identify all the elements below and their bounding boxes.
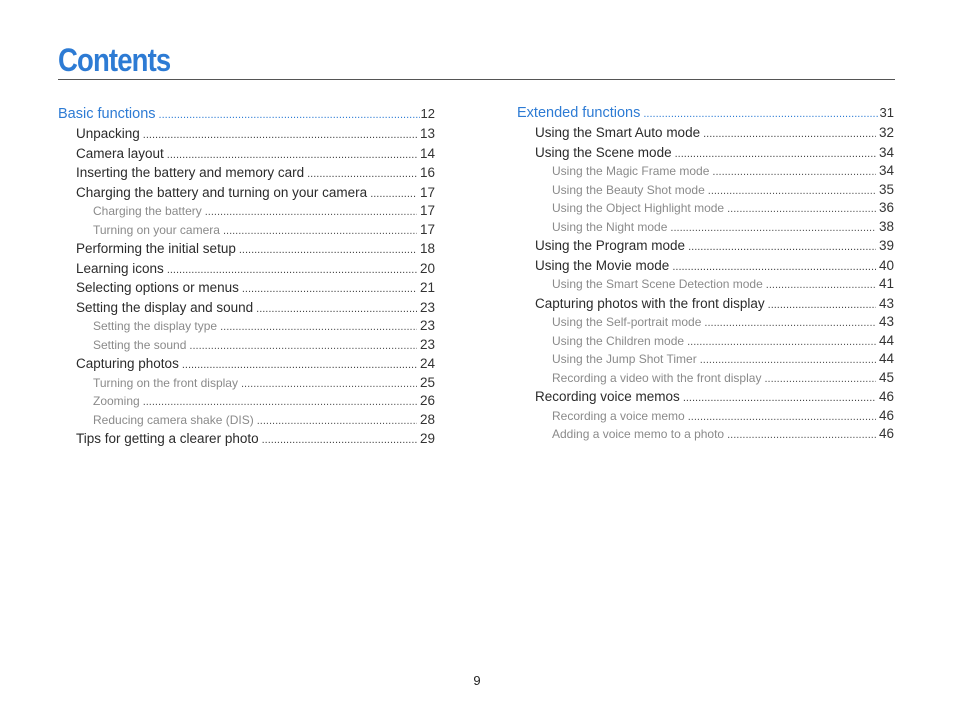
toc-page-number: 43 bbox=[878, 295, 894, 311]
toc-dot-leader bbox=[256, 300, 417, 320]
toc-page-number: 29 bbox=[419, 431, 435, 446]
toc-entry-title: Capturing photos bbox=[76, 356, 179, 371]
toc-page-number: 46 bbox=[878, 407, 894, 423]
toc-page-number: 45 bbox=[878, 369, 894, 385]
toc-page-number: 38 bbox=[878, 218, 894, 234]
toc-subentry-link[interactable] bbox=[58, 411, 435, 430]
toc-page-number: 23 bbox=[419, 336, 435, 352]
toc-entry-title: Recording voice memos bbox=[535, 389, 680, 404]
toc-dot-leader bbox=[257, 412, 417, 431]
toc-entry-title: Capturing photos with the front display bbox=[535, 295, 765, 311]
toc-entry-title: Turning on the front display bbox=[93, 375, 238, 390]
toc-page-number: 39 bbox=[878, 238, 894, 253]
toc-entry-title: Selecting options or menus bbox=[76, 280, 239, 295]
toc-page-number: 16 bbox=[419, 165, 435, 180]
toc-entry-title: Recording a voice memo bbox=[552, 408, 685, 423]
toc-dot-leader bbox=[700, 351, 876, 370]
toc-dot-leader bbox=[241, 375, 417, 394]
toc-entry-title: Using the Program mode bbox=[535, 238, 686, 253]
toc-dot-leader bbox=[220, 318, 417, 337]
toc-dot-leader bbox=[143, 393, 417, 412]
toc-subentry-link[interactable] bbox=[517, 369, 894, 388]
page-number: 9 bbox=[473, 673, 481, 688]
toc-dot-leader bbox=[683, 389, 876, 409]
toc-page-number: 44 bbox=[878, 351, 894, 366]
toc-entry-link[interactable] bbox=[517, 123, 894, 143]
toc-page-number: 14 bbox=[419, 145, 435, 161]
toc-section-link[interactable] bbox=[517, 103, 894, 123]
toc-entry-link[interactable] bbox=[58, 124, 435, 144]
toc-entry-link[interactable] bbox=[517, 294, 894, 314]
toc-entry-title: Unpacking bbox=[76, 126, 140, 141]
toc-entry-link[interactable] bbox=[58, 278, 435, 298]
toc-subentry-link[interactable] bbox=[58, 392, 435, 411]
toc-entry-title: Using the Magic Frame mode bbox=[552, 164, 710, 178]
toc-entry-link[interactable] bbox=[58, 298, 435, 318]
toc-page-number: 28 bbox=[419, 411, 435, 427]
toc-subentry-link[interactable] bbox=[58, 221, 435, 240]
toc-entry-link[interactable] bbox=[517, 236, 894, 256]
toc-entry-title: Adding a voice memo to a photo bbox=[552, 427, 725, 441]
toc-dot-leader bbox=[242, 280, 417, 300]
toc-entry-title: Using the Night mode bbox=[552, 219, 668, 234]
toc-dot-leader bbox=[223, 222, 417, 241]
toc-section-link[interactable] bbox=[58, 104, 435, 124]
toc-entry-title: Charging the battery and turning on your camera bbox=[76, 184, 368, 200]
toc-dot-leader bbox=[708, 182, 876, 201]
toc-subentry-link[interactable] bbox=[517, 162, 894, 181]
toc-page-number: 13 bbox=[419, 126, 435, 141]
toc-dot-leader bbox=[370, 185, 417, 205]
toc-page-number: 32 bbox=[878, 125, 894, 140]
toc-dot-leader bbox=[643, 104, 878, 124]
toc-right-column bbox=[517, 102, 894, 444]
toc-entry-link[interactable] bbox=[58, 259, 435, 279]
toc-page-number: 36 bbox=[878, 200, 894, 215]
toc-entry-title: Turning on your camera bbox=[93, 222, 220, 237]
toc-entry-title: Using the Beauty Shot mode bbox=[552, 182, 705, 197]
toc-page-number: 17 bbox=[419, 203, 435, 218]
toc-subentry-link[interactable] bbox=[517, 332, 894, 351]
toc-entry-title: Using the Self-portrait mode bbox=[552, 315, 702, 329]
toc-page-number: 17 bbox=[419, 184, 435, 200]
toc-dot-leader bbox=[764, 370, 876, 389]
toc-entry-title: Tips for getting a clearer photo bbox=[76, 431, 259, 446]
toc-page-number: 23 bbox=[419, 299, 435, 315]
toc-entry-title: Basic functions bbox=[58, 106, 156, 122]
toc-page-number: 35 bbox=[878, 181, 894, 197]
toc-dot-leader bbox=[205, 203, 417, 222]
toc-page-number: 26 bbox=[419, 393, 435, 408]
toc-dot-leader bbox=[704, 314, 876, 333]
toc-dot-leader bbox=[766, 276, 876, 295]
toc-entry-link[interactable] bbox=[517, 387, 894, 407]
toc-subentry-link[interactable] bbox=[58, 202, 435, 221]
toc-page-number: 44 bbox=[878, 332, 894, 348]
toc-entry-title: Setting the sound bbox=[93, 337, 187, 352]
toc-left-column bbox=[58, 103, 435, 449]
toc-page-number: 20 bbox=[419, 260, 435, 276]
toc-dot-leader bbox=[239, 241, 417, 261]
toc-dot-leader bbox=[688, 408, 876, 427]
toc-page-number: 12 bbox=[420, 106, 435, 121]
toc-entry-link[interactable] bbox=[58, 183, 435, 203]
toc-entry-title: Zooming bbox=[93, 394, 140, 408]
toc-entry-title: Using the Children mode bbox=[552, 333, 685, 348]
toc-page-number: 24 bbox=[419, 356, 435, 371]
toc-subentry-link[interactable] bbox=[517, 275, 894, 294]
toc-subentry-link[interactable] bbox=[517, 313, 894, 332]
toc-subentry-link[interactable] bbox=[58, 374, 435, 393]
toc-entry-title: Camera layout bbox=[76, 145, 164, 161]
toc-dot-leader bbox=[727, 426, 876, 445]
toc-entry-title: Using the Smart Scene Detection mode bbox=[552, 277, 763, 291]
page-title: Contents bbox=[58, 42, 171, 78]
toc-entry-link[interactable] bbox=[58, 239, 435, 259]
toc-page-number: 21 bbox=[419, 280, 435, 295]
toc-dot-leader bbox=[670, 219, 876, 238]
toc-dot-leader bbox=[143, 126, 417, 146]
toc-page-number: 41 bbox=[878, 276, 894, 291]
toc-entry-title: Using the Object Highlight mode bbox=[552, 201, 725, 215]
toc-entry-link[interactable] bbox=[517, 256, 894, 276]
toc-subentry-link[interactable] bbox=[58, 336, 435, 355]
toc-entry-title: Learning icons bbox=[76, 260, 164, 276]
toc-subentry-link[interactable] bbox=[517, 425, 894, 444]
toc-dot-leader bbox=[189, 337, 417, 356]
toc-page-number: 34 bbox=[878, 144, 894, 160]
toc-page-number: 25 bbox=[419, 374, 435, 390]
toc-entry-title: Using the Smart Auto mode bbox=[535, 125, 701, 140]
toc-page-number: 31 bbox=[879, 105, 894, 120]
toc-dot-leader bbox=[727, 200, 876, 219]
toc-entry-title: Using the Jump Shot Timer bbox=[552, 352, 697, 366]
toc-dot-leader bbox=[688, 238, 876, 258]
toc-entry-title: Inserting the battery and memory card bbox=[76, 165, 305, 180]
toc-page-number: 18 bbox=[419, 241, 435, 256]
toc-dot-leader bbox=[712, 163, 876, 182]
toc-page-number: 43 bbox=[878, 314, 894, 329]
toc-page-number: 46 bbox=[878, 426, 894, 441]
toc-entry-title: Using the Scene mode bbox=[535, 144, 672, 160]
title-divider bbox=[58, 79, 895, 80]
toc-entry-title: Extended functions bbox=[517, 105, 641, 121]
toc-page-number: 17 bbox=[419, 221, 435, 237]
toc-entry-link[interactable] bbox=[58, 163, 435, 183]
toc-entry-title: Recording a video with the front display bbox=[552, 370, 762, 385]
toc-entry-title: Setting the display and sound bbox=[76, 299, 254, 315]
toc-subentry-link[interactable] bbox=[517, 407, 894, 426]
toc-entry-title: Setting the display type bbox=[93, 319, 218, 333]
toc-entry-title: Reducing camera shake (DIS) bbox=[93, 412, 254, 427]
toc-entry-title: Using the Movie mode bbox=[535, 257, 670, 273]
toc-entry-title: Charging the battery bbox=[93, 204, 202, 218]
toc-subentry-link[interactable] bbox=[517, 199, 894, 218]
toc-dot-leader bbox=[687, 333, 876, 352]
toc-entry-link[interactable] bbox=[58, 144, 435, 164]
toc-dot-leader bbox=[262, 431, 417, 451]
toc-dot-leader bbox=[703, 125, 876, 145]
toc-page-number: 23 bbox=[419, 318, 435, 333]
toc-entry-title: Performing the initial setup bbox=[76, 241, 236, 256]
toc-subentry-link[interactable] bbox=[517, 181, 894, 200]
toc-dot-leader bbox=[768, 296, 876, 316]
toc-subentry-link[interactable] bbox=[58, 317, 435, 336]
toc-subentry-link[interactable] bbox=[517, 218, 894, 237]
toc-subentry-link[interactable] bbox=[517, 350, 894, 369]
toc-entry-link[interactable] bbox=[58, 429, 435, 449]
toc-page-number: 40 bbox=[878, 257, 894, 273]
toc-entry-link[interactable] bbox=[517, 143, 894, 163]
toc-page-number: 46 bbox=[878, 389, 894, 404]
toc-dot-leader bbox=[159, 105, 420, 125]
toc-entry-link[interactable] bbox=[58, 354, 435, 374]
toc-page-number: 34 bbox=[878, 163, 894, 178]
